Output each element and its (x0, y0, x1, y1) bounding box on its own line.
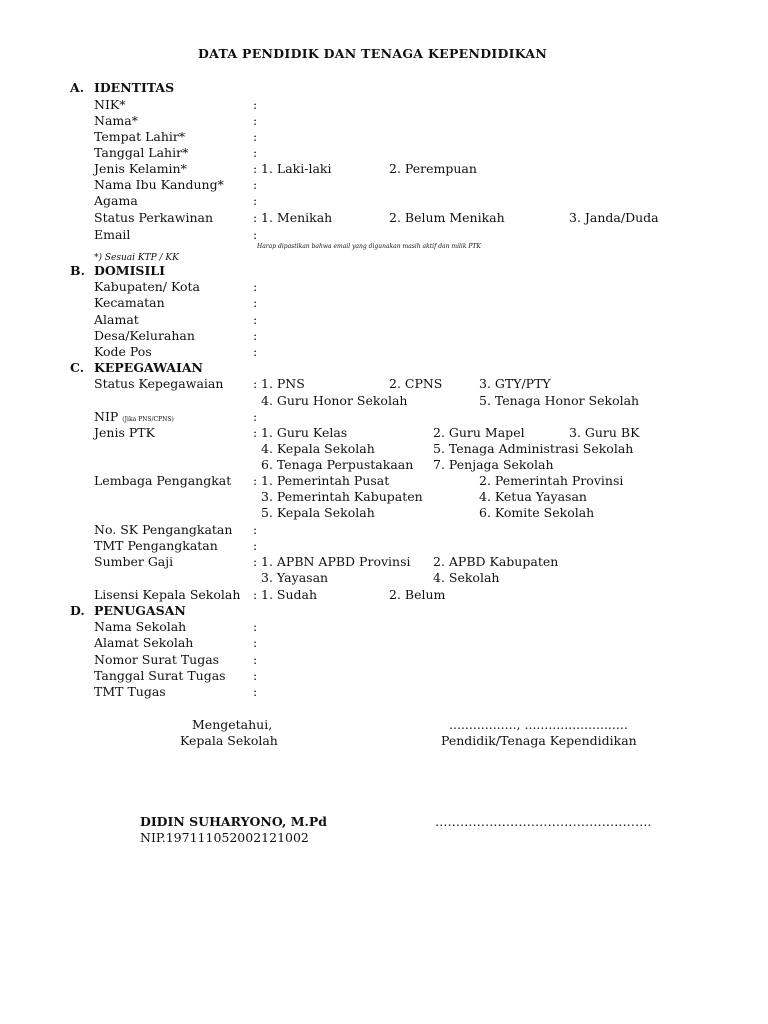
colon: : (253, 295, 258, 310)
label-desa-kelurahan: Desa/Kelurahan (94, 328, 195, 343)
signature-place-date-blank: ................., .......................... (449, 717, 628, 732)
colon: : (253, 425, 258, 440)
colon: : (253, 587, 258, 602)
option-gty-pty: 3. GTY/PTY (479, 376, 551, 391)
option-sekolah: 4. Sekolah (433, 570, 500, 585)
colon: : (253, 619, 258, 634)
section-letter-a: A. (70, 80, 85, 95)
label-status-perkawinan: Status Perkawinan (94, 210, 214, 225)
colon: : (253, 279, 258, 294)
option-pns: 1. PNS (261, 376, 305, 391)
option-sudah: 1. Sudah (261, 587, 318, 602)
option-janda-duda: 3. Janda/Duda (569, 210, 659, 225)
signature-head-nip: NIP.197111052002121002 (140, 830, 309, 845)
signature-head-name: DIDIN SUHARYONO, M.Pd (140, 814, 328, 829)
option-belum: 2. Belum (389, 587, 446, 602)
label-kecamatan: Kecamatan (94, 295, 165, 310)
label-nama-ibu-kandung: Nama Ibu Kandung* (94, 177, 224, 192)
option-pemerintah-kabupaten: 3. Pemerintah Kabupaten (261, 489, 423, 504)
label-alamat-sekolah: Alamat Sekolah (94, 635, 194, 650)
section-letter-c: C. (70, 360, 85, 375)
option-komite-sekolah: 6. Komite Sekolah (479, 505, 595, 520)
label-lembaga-pengangkat: Lembaga Pengangkat (94, 473, 232, 488)
label-nama: Nama* (94, 113, 138, 128)
colon: : (253, 652, 258, 667)
section-heading-penugasan: PENUGASAN (94, 603, 186, 618)
label-lisensi-kepala-sekolah: Lisensi Kepala Sekolah (94, 587, 241, 602)
nip-label-text: NIP (94, 409, 119, 424)
option-guru-honor-sekolah: 4. Guru Honor Sekolah (261, 393, 408, 408)
colon: : (253, 113, 258, 128)
option-pemerintah-provinsi: 2. Pemerintah Provinsi (479, 473, 624, 488)
colon: : (253, 635, 258, 650)
label-kode-pos: Kode Pos (94, 344, 152, 359)
label-sumber-gaji: Sumber Gaji (94, 554, 174, 569)
section-heading-identitas: IDENTITAS (94, 80, 175, 95)
option-ketua-yayasan: 4. Ketua Yayasan (479, 489, 587, 504)
option-menikah: 1. Menikah (261, 210, 333, 225)
footnote-ktp: *) Sesuai KTP / KK (94, 253, 179, 263)
colon: : (253, 193, 258, 208)
option-tenaga-administrasi: 5. Tenaga Administrasi Sekolah (433, 441, 634, 456)
option-guru-kelas: 1. Guru Kelas (261, 425, 348, 440)
page-title: DATA PENDIDIK DAN TENAGA KEPENDIDIKAN (198, 46, 548, 61)
email-note: Harap dipastikan bahwa email yang digunakan masih aktif dan milik PTK (257, 243, 481, 250)
label-no-sk: No. SK Pengangkatan (94, 522, 233, 537)
label-tempat-lahir: Tempat Lahir* (94, 129, 186, 144)
label-alamat: Alamat (94, 312, 139, 327)
option-penjaga-sekolah: 7. Penjaga Sekolah (433, 457, 554, 472)
colon: : (253, 97, 258, 112)
option-tenaga-perpustakaan: 6. Tenaga Perpustakaan (261, 457, 414, 472)
section-heading-kepegawaian: KEPEGAWAIAN (94, 360, 203, 375)
label-jenis-ptk: Jenis PTK (94, 425, 155, 440)
option-tenaga-honor-sekolah: 5. Tenaga Honor Sekolah (479, 393, 640, 408)
colon: : (253, 312, 258, 327)
signature-mengetahui: Mengetahui, (192, 717, 273, 732)
label-tanggal-surat-tugas: Tanggal Surat Tugas (94, 668, 226, 683)
colon: : (253, 328, 258, 343)
label-tmt-tugas: TMT Tugas (94, 684, 166, 699)
label-nomor-surat-tugas: Nomor Surat Tugas (94, 652, 220, 667)
option-guru-mapel: 2. Guru Mapel (433, 425, 525, 440)
section-letter-b: B. (70, 263, 85, 278)
section-letter-d: D. (70, 603, 85, 618)
label-agama: Agama (94, 193, 138, 208)
colon: : (253, 161, 258, 176)
label-jenis-kelamin: Jenis Kelamin* (94, 161, 187, 176)
label-tmt-pengangkatan: TMT Pengangkatan (94, 538, 218, 553)
signature-kepala-sekolah-title: Kepala Sekolah (180, 733, 278, 748)
option-lembaga-kepala-sekolah: 5. Kepala Sekolah (261, 505, 375, 520)
option-laki-laki: 1. Laki-laki (261, 161, 332, 176)
colon: : (253, 177, 258, 192)
label-nik: NIK* (94, 97, 126, 112)
nip-sub-note: (Jika PNS/CPNS) (122, 416, 174, 423)
option-apbn-apbd-provinsi: 1. APBN APBD Provinsi (261, 554, 411, 569)
section-heading-domisili: DOMISILI (94, 263, 165, 278)
colon: : (253, 668, 258, 683)
colon: : (253, 145, 258, 160)
option-belum-menikah: 2. Belum Menikah (389, 210, 505, 225)
colon: : (253, 376, 258, 391)
label-kabupaten-kota: Kabupaten/ Kota (94, 279, 200, 294)
option-kepala-sekolah: 4. Kepala Sekolah (261, 441, 375, 456)
colon: : (253, 344, 258, 359)
colon: : (253, 129, 258, 144)
colon: : (253, 538, 258, 553)
colon: : (253, 684, 258, 699)
option-guru-bk: 3. Guru BK (569, 425, 640, 440)
label-status-kepegawaian: Status Kepegawaian (94, 376, 224, 391)
option-pemerintah-pusat: 1. Pemerintah Pusat (261, 473, 390, 488)
signature-right-name-blank: ……………………………………………. (435, 814, 652, 829)
option-cpns: 2. CPNS (389, 376, 443, 391)
signature-pendidik-title: Pendidik/Tenaga Kependidikan (441, 733, 637, 748)
colon: : (253, 227, 258, 242)
colon: : (253, 554, 258, 569)
label-nama-sekolah: Nama Sekolah (94, 619, 187, 634)
option-yayasan: 3. Yayasan (261, 570, 329, 585)
label-tanggal-lahir: Tanggal Lahir* (94, 145, 189, 160)
colon: : (253, 473, 258, 488)
option-perempuan: 2. Perempuan (389, 161, 477, 176)
colon: : (253, 522, 258, 537)
label-email: Email (94, 227, 131, 242)
colon: : (253, 210, 258, 225)
colon: : (253, 409, 258, 424)
option-apbd-kabupaten: 2. APBD Kabupaten (433, 554, 559, 569)
